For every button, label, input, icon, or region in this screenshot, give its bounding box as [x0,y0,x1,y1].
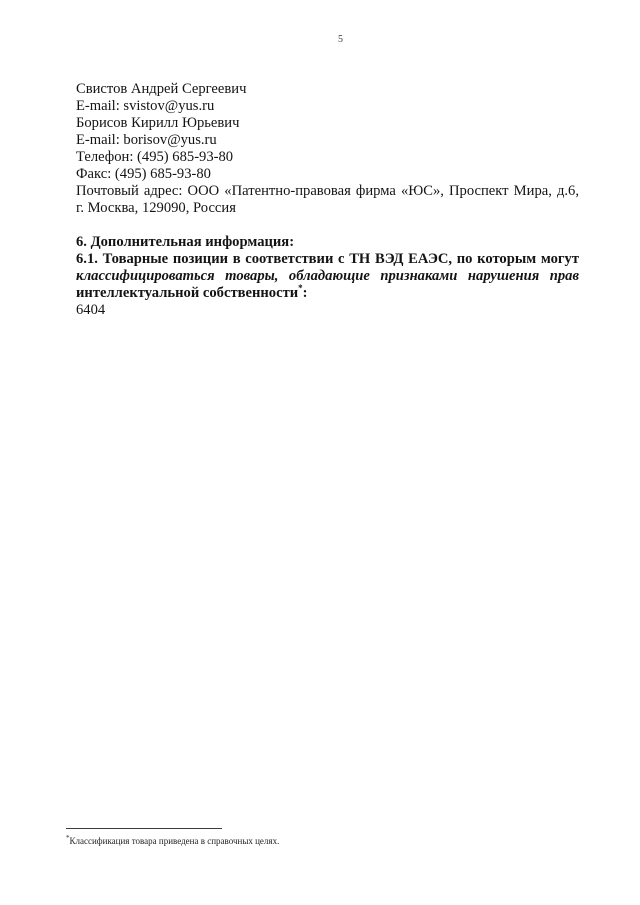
footnote-reference-mark: * [298,283,303,293]
section-6-1-line-3-text: интеллектуальной собственности [76,285,299,301]
postal-address-line-1: Почтовый адрес: ООО «Патентно-правовая фирма «ЮС», Проспект Мира, д.6, [76,183,579,199]
footnote-text: Классификация товара приведена в справочных целях. [69,836,280,846]
section-6-1-line-3-colon: : [302,285,308,301]
section-6-heading: 6. Дополнительная информация: [76,234,295,250]
contact-name-1: Свистов Андрей Сергеевич [76,81,247,97]
section-6-1-line-2: классифицироваться товары, обладающие признаками нарушения прав [76,268,579,284]
section-6-1-line-1: 6.1. Товарные позиции в соответствии с ТН ВЭД ЕАЭС, по которым могут [76,251,579,267]
footnote-divider [66,828,222,829]
contact-fax: Факс: (495) 685-93-80 [76,166,211,182]
contact-email-1: E-mail: svistov@yus.ru [76,98,215,114]
footnote-mark: * [66,834,70,842]
section-6-1-line-3 [76,285,308,302]
tn-ved-code: 6404 [76,302,106,318]
contact-name-2: Борисов Кирилл Юрьевич [76,115,240,131]
page-number: 5 [338,34,343,45]
footnote [66,836,279,847]
contact-email-2: E-mail: borisov@yus.ru [76,132,217,148]
postal-address-line-2: г. Москва, 129090, Россия [76,200,236,216]
contact-phone: Телефон: (495) 685-93-80 [76,149,234,165]
